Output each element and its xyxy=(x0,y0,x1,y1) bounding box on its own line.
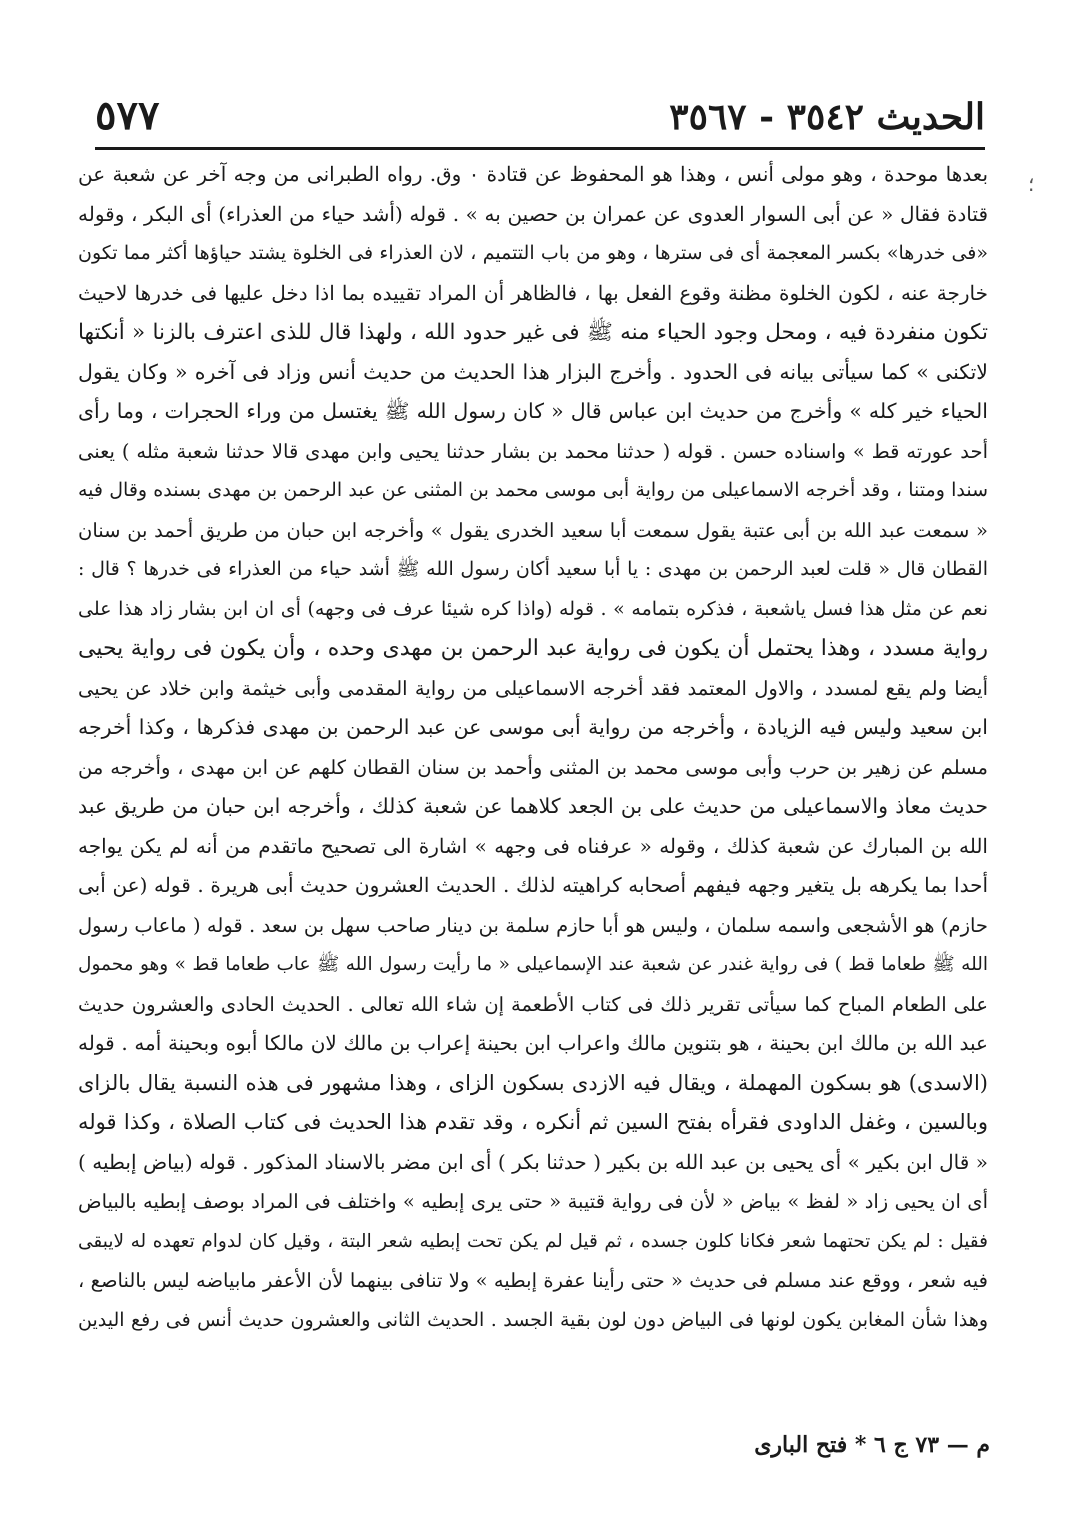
header-rule xyxy=(95,147,985,150)
text-line: فقيل : لم يكن تحتهما شعر فكانا كلون جسده ، ثم قيل لم يكن تحت إبطيه شعر البتة ، وقيل كان لدوام تعهده له لايبقى xyxy=(78,1230,988,1252)
text-line: حازم) هو الأشجعى واسمه سلمان ، وليس هو أبا حازم سلمة بن دينار صاحب سهل بن سعد . قوله ( ماعاب رسول xyxy=(78,913,988,937)
text-line: « قال ابن بكير » أى يحيى بن عبد الله بن بكير ( حدثنا بكر ) أى ابن مضر بالاسناد المذكور . قوله (بياض إبطيه ) xyxy=(78,1149,988,1174)
text-line: « سمعت عبد الله بن أبى عتبة يقول سمعت أبا سعيد الخدرى يقول » وأخرجه ابن حبان من طريق أحمد بن سنان xyxy=(78,518,988,542)
text-line: فيه شعر ، ووقع عند مسلم فى حديث « حتى رأينا عفرة إبطيه » ولا تنافى بينهما لأن الأعفر مابياضه ليس بالناصع ، xyxy=(78,1269,988,1292)
page-header xyxy=(95,92,985,152)
page-footer xyxy=(500,1432,990,1472)
running-head: الحديث ٣٥٤٢ - ٣٥٦٧ xyxy=(669,96,985,138)
text-line: عبد الله بن مالك ابن بحينة ، هو بتنوين مالك واعراب ابن بحينة إعراب بن مالك لان مالكا أبوه وبحينة أمه . قوله xyxy=(78,1031,988,1055)
printer-signature: م — ٧٣ ج ٦ * فتح البارى xyxy=(754,1432,990,1458)
text-line: سندا ومتنا ، وقد أخرجه الاسماعيلى من رواية أبى موسى محمد بن المثنى عن عبد الرحمن بن مهدى بسنده وقال فيه xyxy=(78,479,988,501)
text-line: رواية مسدد ، وهذا يحتمل أن يكون فى رواية عبد الرحمن بن مهدى وحده ، وأن يكون فى رواية يحيى xyxy=(78,636,988,661)
text-line: تكون منفردة فيه ، ومحل وجود الحياء منه ﷺ فى غير حدود الله ، ولهذا قال للذى اعترف بالزنا « أنكتها xyxy=(78,320,988,345)
text-line: أحد عورته قط » واسناده حسن . قوله ( حدثنا محمد بن بشار حدثنا يحيى وابن مهدى قالا حدثنا شعبة مثله ) يعنى xyxy=(78,439,988,463)
text-line: لاتكنى » كما سيأتى بيانه فى الحدود . وأخرج البزار هذا الحديث من حديث أنس وزاد فى آخره « وكان يقول xyxy=(78,359,988,384)
text-line: حديث معاذ والاسماعيلى من حديث على بن الجعد كلاهما عن شعبة كذلك ، وأخرجه ابن حبان من طريق عبد xyxy=(78,794,988,818)
text-line: أيضا ولم يقع لمسدد ، والاول المعتمد فقد أخرجه الاسماعيلى من رواية المقدمى وأبى خيثمة وابن خلاد عن يحيى xyxy=(78,676,988,700)
text-line: نعم عن مثل هذا فسل ياشعبة ، فذكره بتمامه » . قوله (واذا كره شيئا عرف فى وجهه) أى ان ابن بشار زاد هذا على xyxy=(78,597,988,620)
text-line: مسلم عن زهير بن حرب وأبى موسى محمد بن المثنى وأحمد بن سنان القطان كلهم عن ابن مهدى ، وأخرجه من xyxy=(78,755,988,779)
text-line: على الطعام المباح كما سيأتى تقرير ذلك فى كتاب الأطعمة إن شاء الله تعالى . الحديث الحادى والعشرون حديث xyxy=(78,992,988,1016)
text-line: قتادة فقال « عن أبى السوار العدوى عن عمران بن حصين به » . قوله (أشد حياء من العذراء) أى البكر ، وقوله xyxy=(78,201,988,226)
text-line: وهذا شأن المغابن يكون لونها فى البياض دون لون بقية الجسد . الحديث الثانى والعشرون حديث أنس فى رفع اليدين xyxy=(78,1308,988,1331)
page-number: ٥٧٧ xyxy=(95,92,160,139)
text-line: وبالسين ، وغفل الداودى فقرأه بفتح السين ثم أنكره ، وقد تقدم هذا الحديث فى كتاب الصلاة ، وكذا قوله xyxy=(78,1110,988,1134)
text-line: «فى خدرها» بكسر المعجمة أى فى سترها ، وهو من باب التتميم ، لان العذراء فى الخلوة يشتد حياؤها أكثر مما تكون xyxy=(78,242,988,264)
text-line: الله بن المبارك عن شعبة كذلك ، وقوله « عرفناه فى وجهه » اشارة الى تصحيح ماتقدم من أنه لم يكن يواجه xyxy=(78,833,988,858)
commentary-body xyxy=(78,155,988,1340)
text-line: أحدا بما يكرهه بل يتغير وجهه فيفهم أصحابه كراهيته لذلك . الحديث العشرون حديث أبى هريرة . قوله (عن أبى xyxy=(78,873,988,897)
text-line: ابن سعيد وليس فيه الزيادة ، وأخرجه من رواية أبى موسى عن عبد الرحمن بن مهدى فذكرها ، وكذا أخرجه xyxy=(78,715,988,739)
text-line: الله ﷺ طعاما قط ) فى رواية غندر عن شعبة عند الإسماعيلى « ما رأيت رسول الله ﷺ عاب طعاما قط » وهو محمول xyxy=(78,954,988,975)
text-line: القطان قال « قلت لعبد الرحمن بن مهدى : يا أبا سعيد أكان رسول الله ﷺ أشد حياء من العذراء فى خدرها ؟ قال : xyxy=(78,558,988,580)
text-line: أى ان يحيى زاد « لفظ » بياض « لأن فى رواية قتيبة « حتى يرى إبطيه » واختلف فى المراد بوصف إبطيه بالبياض xyxy=(78,1190,988,1213)
text-line: بعدها موحدة ، وهو مولى أنس ، وهذا هو المحفوظ عن قتادة ٠ وق. رواه الطبرانى من وجه آخر عن شعبة عن xyxy=(78,162,988,186)
text-line: خارجة عنه ، لكون الخلوة مظنة وقوع الفعل بها ، فالظاهر أن المراد تقييده بما اذا دخل عليها فى خدرها لاحيث xyxy=(78,280,988,305)
margin-mark: ؛ xyxy=(1028,172,1035,196)
text-line: الحياء خير كله » وأخرج من حديث ابن عباس قال « كان رسول الله ﷺ يغتسل من وراء الحجرات ، وما رأى xyxy=(78,399,988,423)
text-line: (الاسدى) هو بسكون المهملة ، ويقال فيه الازدى بسكون الزاى ، وهذا مشهور فى هذه النسبة يقال بالزاى xyxy=(78,1070,988,1095)
